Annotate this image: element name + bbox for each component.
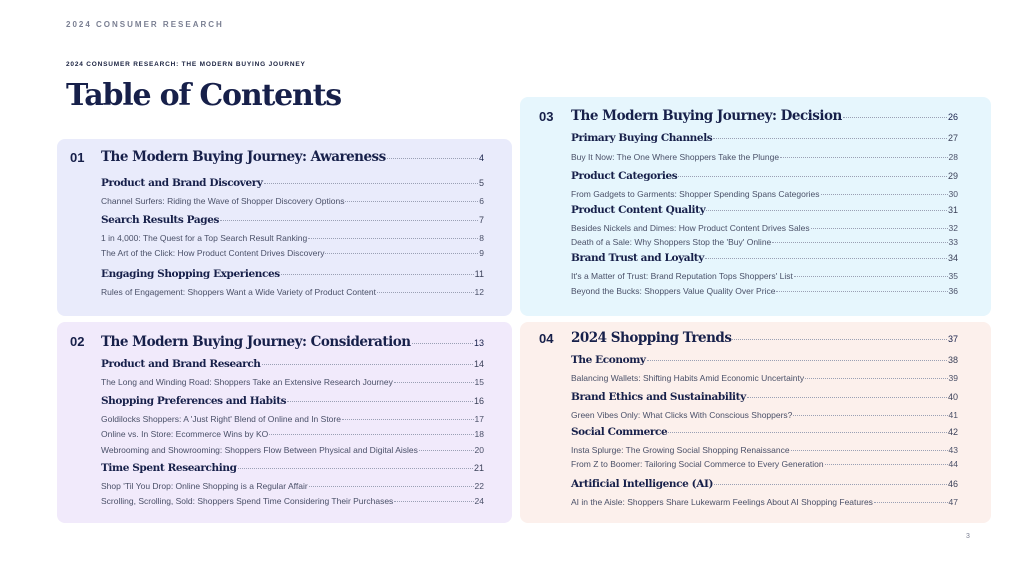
toc-entry[interactable]: Scrolling, Scrolling, Sold: Shoppers Spend Time Considering Their Purchases 24 — [101, 496, 484, 506]
toc-section-heading[interactable] — [101, 149, 484, 165]
toc-entry[interactable]: Brand Ethics and Sustainability 40 — [571, 391, 958, 403]
section-number: 03 — [539, 109, 554, 124]
toc-entry[interactable]: Artificial Intelligence (AI) 46 — [571, 478, 958, 490]
toc-entry[interactable]: The Economy 38 — [571, 354, 958, 366]
section-number: 02 — [70, 334, 85, 349]
section-number: 01 — [70, 150, 85, 165]
toc-entry[interactable]: Green Vibes Only: What Clicks With Conscious Shoppers? 41 — [571, 410, 958, 420]
toc-entry[interactable]: Beyond the Bucks: Shoppers Value Quality Over Price 36 — [571, 286, 958, 296]
report-subtitle: 2024 CONSUMER RESEARCH: THE MODERN BUYING JOURNEY — [66, 61, 306, 68]
toc-entry[interactable]: Shop 'Til You Drop: Online Shopping is a Regular Affair 22 — [101, 481, 484, 491]
page-ref: 4 — [478, 153, 484, 163]
toc-entry[interactable]: 1 in 4,000: The Quest for a Top Search Result Ranking 8 — [101, 233, 484, 243]
toc-entry[interactable]: Engaging Shopping Experiences 11 — [101, 268, 484, 280]
page-number: 3 — [966, 533, 970, 540]
toc-entry[interactable]: Shopping Preferences and Habits 16 — [101, 395, 484, 407]
toc-entry[interactable]: From Gadgets to Garments: Shopper Spending Spans Categories 30 — [571, 189, 958, 199]
toc-entry[interactable]: Social Commerce 42 — [571, 426, 958, 438]
toc-entry[interactable]: Brand Trust and Loyalty 34 — [571, 252, 958, 264]
toc-entry[interactable]: Besides Nickels and Dimes: How Product Content Drives Sales 32 — [571, 223, 958, 233]
toc-entry[interactable]: Insta Splurge: The Growing Social Shopping Renaissance 43 — [571, 445, 958, 455]
toc-entry[interactable]: Balancing Wallets: Shifting Habits Amid Economic Uncertainty 39 — [571, 373, 958, 383]
toc-entry[interactable]: Buy It Now: The One Where Shoppers Take the Plunge 28 — [571, 152, 958, 162]
toc-entry[interactable]: Channel Surfers: Riding the Wave of Shopper Discovery Options 6 — [101, 196, 484, 206]
toc-entry[interactable]: Time Spent Researching 21 — [101, 462, 484, 474]
toc-entry[interactable]: Goldilocks Shoppers: A 'Just Right' Blend of Online and In Store 17 — [101, 414, 484, 424]
page-title: Table of Contents — [66, 78, 341, 113]
toc-section-heading[interactable] — [571, 108, 958, 124]
section-number: 04 — [539, 331, 554, 346]
toc-section-heading[interactable] — [571, 330, 958, 346]
section-title: The Modern Buying Journey: Decision — [571, 108, 842, 124]
section-title: 2024 Shopping Trends — [571, 330, 732, 346]
section-title: The Modern Buying Journey: Awareness — [101, 149, 386, 165]
toc-entry[interactable]: It's a Matter of Trust: Brand Reputation Tops Shoppers' List 35 — [571, 271, 958, 281]
toc-entry[interactable]: Primary Buying Channels 27 — [571, 132, 958, 144]
toc-entry[interactable]: Product Categories 29 — [571, 170, 958, 182]
toc-entry[interactable]: Death of a Sale: Why Shoppers Stop the 'Buy' Online 33 — [571, 237, 958, 247]
toc-entry[interactable]: AI in the Aisle: Shoppers Share Lukewarm Feelings About AI Shopping Features 47 — [571, 497, 958, 507]
page-ref: 13 — [473, 338, 484, 348]
page-ref: 37 — [947, 334, 958, 344]
toc-entry[interactable]: The Art of the Click: How Product Content Drives Discovery 9 — [101, 248, 484, 258]
section-panel-trends — [520, 322, 991, 523]
toc-section-heading[interactable] — [101, 334, 484, 350]
toc-entry[interactable]: Product and Brand Discovery 5 — [101, 177, 484, 189]
toc-entry[interactable]: The Long and Winding Road: Shoppers Take an Extensive Research Journey 15 — [101, 377, 484, 387]
section-title: The Modern Buying Journey: Consideration — [101, 334, 411, 350]
page-ref: 26 — [947, 112, 958, 122]
eyebrow-label: 2024 CONSUMER RESEARCH — [66, 20, 224, 29]
toc-entry[interactable]: Webrooming and Showrooming: Shoppers Flow Between Physical and Digital Aisles 20 — [101, 445, 484, 455]
toc-entry[interactable]: From Z to Boomer: Tailoring Social Commerce to Every Generation 44 — [571, 459, 958, 469]
toc-entry[interactable]: Product and Brand Research 14 — [101, 358, 484, 370]
toc-entry[interactable]: Product Content Quality 31 — [571, 204, 958, 216]
toc-entry[interactable]: Search Results Pages 7 — [101, 214, 484, 226]
toc-entry[interactable]: Online vs. In Store: Ecommerce Wins by KO 18 — [101, 429, 484, 439]
toc-entry[interactable]: Rules of Engagement: Shoppers Want a Wide Variety of Product Content 12 — [101, 287, 484, 297]
